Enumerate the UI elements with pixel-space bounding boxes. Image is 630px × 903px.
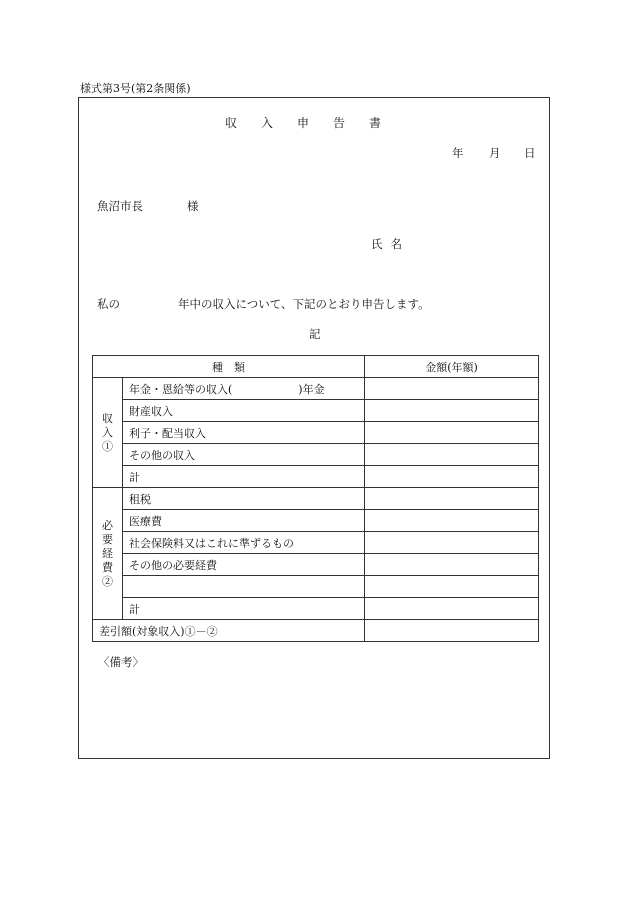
table-row bbox=[93, 488, 539, 510]
table-row bbox=[93, 510, 539, 532]
header-amount: 金額(年額) bbox=[365, 356, 539, 378]
header-type: 種 類 bbox=[93, 356, 365, 378]
amount-cell[interactable] bbox=[365, 532, 539, 554]
income-table bbox=[92, 355, 539, 642]
amount-cell[interactable] bbox=[365, 444, 539, 466]
amount-cell[interactable] bbox=[365, 510, 539, 532]
row-label: 年金・恩給等の収入( )年金 bbox=[123, 378, 365, 400]
table-row bbox=[93, 466, 539, 488]
amount-cell[interactable] bbox=[365, 620, 539, 642]
net-income-row bbox=[93, 620, 539, 642]
table-row bbox=[93, 554, 539, 576]
table-header-row bbox=[93, 356, 539, 378]
date-day-label: 日 bbox=[524, 146, 536, 160]
date-year-label: 年 bbox=[452, 146, 464, 160]
statement-prefix: 私の bbox=[97, 297, 120, 311]
row-label: 計 bbox=[123, 466, 365, 488]
amount-cell[interactable] bbox=[365, 576, 539, 598]
table-row bbox=[93, 422, 539, 444]
applicant-name-label: 氏名 bbox=[371, 237, 410, 251]
row-label: 利子・配当収入 bbox=[123, 422, 365, 444]
table-row bbox=[93, 532, 539, 554]
table-row bbox=[93, 576, 539, 598]
statement-body: 年中の収入について、下記のとおり申告します。 bbox=[178, 297, 430, 311]
table-row bbox=[93, 378, 539, 400]
row-label: 医療費 bbox=[123, 510, 365, 532]
table-row bbox=[93, 444, 539, 466]
addressee-honorific: 様 bbox=[187, 199, 199, 213]
ki-heading: 記 bbox=[309, 327, 321, 341]
row-label: 差引額(対象収入)①－② bbox=[93, 620, 365, 642]
amount-cell[interactable] bbox=[365, 598, 539, 620]
row-label: 計 bbox=[123, 598, 365, 620]
row-label bbox=[123, 576, 365, 598]
row-label: 社会保険料又はこれに準ずるもの bbox=[123, 532, 365, 554]
row-label: その他の必要経費 bbox=[123, 554, 365, 576]
expense-group-label: 必要経費② bbox=[93, 488, 123, 620]
table-row bbox=[93, 598, 539, 620]
amount-cell[interactable] bbox=[365, 554, 539, 576]
row-label: 財産収入 bbox=[123, 400, 365, 422]
row-label: その他の収入 bbox=[123, 444, 365, 466]
date-month-label: 月 bbox=[489, 146, 501, 160]
addressee bbox=[97, 198, 199, 214]
amount-cell[interactable] bbox=[365, 378, 539, 400]
addressee-name: 魚沼市長 bbox=[97, 199, 143, 213]
declaration-statement bbox=[97, 296, 430, 312]
remarks-label: 〈備考〉 bbox=[98, 655, 144, 669]
amount-cell[interactable] bbox=[365, 466, 539, 488]
amount-cell[interactable] bbox=[365, 400, 539, 422]
amount-cell[interactable] bbox=[365, 488, 539, 510]
income-group-label: 収入① bbox=[93, 378, 123, 488]
table-row bbox=[93, 400, 539, 422]
row-label: 租税 bbox=[123, 488, 365, 510]
form-number-label: 様式第3号(第2条関係) bbox=[80, 82, 191, 95]
form-title: 収入申告書 bbox=[224, 116, 405, 130]
amount-cell[interactable] bbox=[365, 422, 539, 444]
